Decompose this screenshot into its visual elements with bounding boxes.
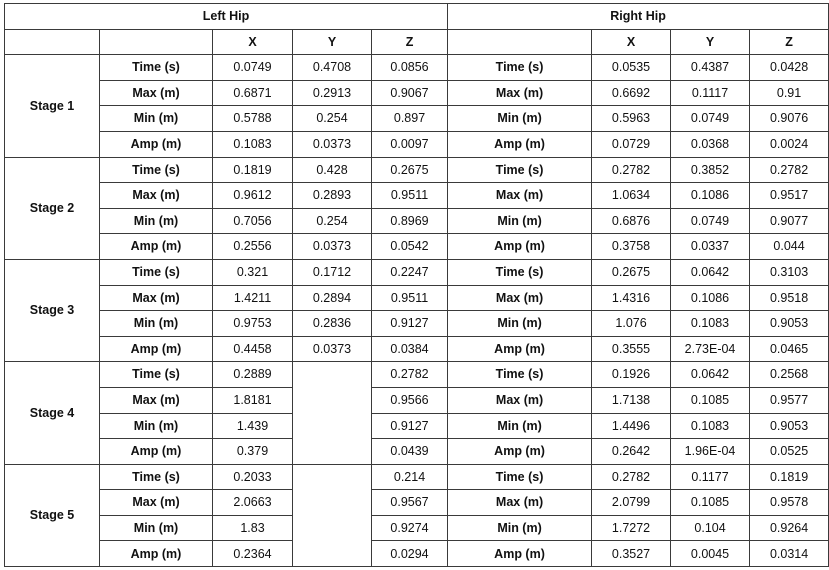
right-row-label: Min (m) <box>448 413 592 439</box>
right-value-cell: 0.3527 <box>592 541 671 567</box>
right-value-cell: 0.2568 <box>750 362 829 388</box>
right-value-cell: 0.9577 <box>750 387 829 413</box>
left-value-cell: 0.9067 <box>372 80 448 106</box>
right-value-cell: 1.4496 <box>592 413 671 439</box>
left-value-cell: 0.0294 <box>372 541 448 567</box>
left-value-cell: 0.2836 <box>293 311 372 337</box>
left-value-cell: 0.321 <box>213 259 293 285</box>
right-row-label: Amp (m) <box>448 234 592 260</box>
left-value-cell: 0.0439 <box>372 439 448 465</box>
left-row-label: Max (m) <box>100 387 213 413</box>
right-value-cell: 0.0314 <box>750 541 829 567</box>
stage-label: Stage 2 <box>5 157 100 259</box>
left-value-cell: 0.9753 <box>213 311 293 337</box>
right-value-cell: 1.96E-04 <box>671 439 750 465</box>
left-hip-header: Left Hip <box>5 4 448 30</box>
right-value-cell: 2.73E-04 <box>671 336 750 362</box>
right-x-header: X <box>592 29 671 55</box>
left-row-label: Max (m) <box>100 490 213 516</box>
left-value-cell: 0.9567 <box>372 490 448 516</box>
left-row-label: Min (m) <box>100 106 213 132</box>
left-value-cell: 1.83 <box>213 515 293 541</box>
right-value-cell: 0.1083 <box>671 413 750 439</box>
left-row-label: Time (s) <box>100 362 213 388</box>
right-row-label: Amp (m) <box>448 541 592 567</box>
left-empty-cell <box>293 362 372 464</box>
right-value-cell: 0.0337 <box>671 234 750 260</box>
left-value-cell: 0.0542 <box>372 234 448 260</box>
left-row-label: Max (m) <box>100 80 213 106</box>
right-value-cell: 0.3758 <box>592 234 671 260</box>
right-value-cell: 0.1083 <box>671 311 750 337</box>
right-value-cell: 0.0749 <box>671 106 750 132</box>
right-value-cell: 0.2782 <box>592 157 671 183</box>
left-row-label: Max (m) <box>100 285 213 311</box>
table-row <box>5 490 829 516</box>
left-value-cell: 0.0373 <box>293 131 372 157</box>
right-value-cell: 0.2782 <box>750 157 829 183</box>
left-y-header: Y <box>293 29 372 55</box>
right-value-cell: 0.2642 <box>592 439 671 465</box>
right-value-cell: 0.9517 <box>750 183 829 209</box>
right-value-cell: 0.3852 <box>671 157 750 183</box>
right-row-label: Max (m) <box>448 183 592 209</box>
table-row <box>5 208 829 234</box>
right-row-label: Min (m) <box>448 311 592 337</box>
table-row <box>5 515 829 541</box>
table-body <box>5 55 829 567</box>
right-value-cell: 0.4387 <box>671 55 750 81</box>
left-value-cell: 0.9274 <box>372 515 448 541</box>
table-row <box>5 336 829 362</box>
right-value-cell: 0.044 <box>750 234 829 260</box>
right-value-cell: 0.0428 <box>750 55 829 81</box>
table-row <box>5 464 829 490</box>
left-value-cell: 0.2247 <box>372 259 448 285</box>
left-value-cell: 0.0749 <box>213 55 293 81</box>
table-row <box>5 259 829 285</box>
left-value-cell: 0.2889 <box>213 362 293 388</box>
right-value-cell: 0.0729 <box>592 131 671 157</box>
left-row-label: Min (m) <box>100 515 213 541</box>
left-value-cell: 0.9127 <box>372 413 448 439</box>
left-value-cell: 1.439 <box>213 413 293 439</box>
right-row-label: Min (m) <box>448 106 592 132</box>
right-value-cell: 0.9053 <box>750 311 829 337</box>
right-value-cell: 1.7138 <box>592 387 671 413</box>
right-value-cell: 0.0024 <box>750 131 829 157</box>
left-value-cell: 0.0856 <box>372 55 448 81</box>
right-row-label: Max (m) <box>448 490 592 516</box>
right-value-cell: 0.1085 <box>671 387 750 413</box>
right-value-cell: 0.9076 <box>750 106 829 132</box>
left-row-label: Time (s) <box>100 259 213 285</box>
right-value-cell: 0.6876 <box>592 208 671 234</box>
left-value-cell: 0.2556 <box>213 234 293 260</box>
right-z-header: Z <box>750 29 829 55</box>
left-value-cell: 0.428 <box>293 157 372 183</box>
table-row <box>5 131 829 157</box>
right-value-cell: 0.0368 <box>671 131 750 157</box>
left-value-cell: 0.0373 <box>293 234 372 260</box>
left-value-cell: 0.6871 <box>213 80 293 106</box>
right-value-cell: 0.0642 <box>671 362 750 388</box>
left-value-cell: 0.1712 <box>293 259 372 285</box>
table-row <box>5 285 829 311</box>
right-row-label: Min (m) <box>448 515 592 541</box>
left-value-cell: 0.9511 <box>372 285 448 311</box>
left-z-header: Z <box>372 29 448 55</box>
axis-header-row <box>5 29 829 55</box>
right-value-cell: 1.4316 <box>592 285 671 311</box>
right-y-header: Y <box>671 29 750 55</box>
right-label-header-blank <box>448 29 592 55</box>
stage-label: Stage 5 <box>5 464 100 566</box>
table-row <box>5 183 829 209</box>
right-value-cell: 0.9578 <box>750 490 829 516</box>
left-value-cell: 0.254 <box>293 106 372 132</box>
left-value-cell: 1.4211 <box>213 285 293 311</box>
left-value-cell: 0.7056 <box>213 208 293 234</box>
right-value-cell: 1.7272 <box>592 515 671 541</box>
left-value-cell: 0.254 <box>293 208 372 234</box>
right-value-cell: 0.9518 <box>750 285 829 311</box>
left-value-cell: 2.0663 <box>213 490 293 516</box>
left-value-cell: 0.214 <box>372 464 448 490</box>
left-value-cell: 0.2893 <box>293 183 372 209</box>
right-value-cell: 0.1926 <box>592 362 671 388</box>
right-value-cell: 1.0634 <box>592 183 671 209</box>
right-value-cell: 0.0525 <box>750 439 829 465</box>
left-row-label: Min (m) <box>100 208 213 234</box>
right-value-cell: 0.1085 <box>671 490 750 516</box>
left-value-cell: 0.8969 <box>372 208 448 234</box>
left-row-label: Min (m) <box>100 413 213 439</box>
right-row-label: Amp (m) <box>448 439 592 465</box>
right-value-cell: 0.0535 <box>592 55 671 81</box>
right-value-cell: 0.9264 <box>750 515 829 541</box>
left-value-cell: 0.1819 <box>213 157 293 183</box>
left-row-label: Time (s) <box>100 464 213 490</box>
right-value-cell: 0.1177 <box>671 464 750 490</box>
hip-data-table <box>4 3 829 567</box>
table-row <box>5 234 829 260</box>
left-row-label: Time (s) <box>100 157 213 183</box>
corner-cell <box>5 29 100 55</box>
left-value-cell: 0.4458 <box>213 336 293 362</box>
left-row-label: Amp (m) <box>100 234 213 260</box>
left-value-cell: 0.5788 <box>213 106 293 132</box>
stage-label: Stage 1 <box>5 55 100 157</box>
table-row <box>5 387 829 413</box>
right-row-label: Time (s) <box>448 259 592 285</box>
right-value-cell: 0.2675 <box>592 259 671 285</box>
right-value-cell: 0.0045 <box>671 541 750 567</box>
right-value-cell: 0.5963 <box>592 106 671 132</box>
right-row-label: Min (m) <box>448 208 592 234</box>
left-value-cell: 0.2033 <box>213 464 293 490</box>
left-value-cell: 0.1083 <box>213 131 293 157</box>
left-empty-cell <box>293 464 372 566</box>
right-value-cell: 0.3103 <box>750 259 829 285</box>
stage-label: Stage 4 <box>5 362 100 464</box>
right-row-label: Time (s) <box>448 362 592 388</box>
table-row <box>5 311 829 337</box>
right-row-label: Time (s) <box>448 157 592 183</box>
right-row-label: Amp (m) <box>448 336 592 362</box>
left-value-cell: 0.9612 <box>213 183 293 209</box>
table-row <box>5 541 829 567</box>
left-value-cell: 0.9566 <box>372 387 448 413</box>
left-x-header: X <box>213 29 293 55</box>
table-row <box>5 106 829 132</box>
left-value-cell: 0.897 <box>372 106 448 132</box>
left-value-cell: 0.0097 <box>372 131 448 157</box>
table-row <box>5 80 829 106</box>
right-value-cell: 0.9077 <box>750 208 829 234</box>
left-value-cell: 0.2782 <box>372 362 448 388</box>
right-row-label: Time (s) <box>448 464 592 490</box>
left-row-label: Amp (m) <box>100 131 213 157</box>
left-value-cell: 1.8181 <box>213 387 293 413</box>
right-value-cell: 0.104 <box>671 515 750 541</box>
table-row <box>5 157 829 183</box>
right-value-cell: 0.0749 <box>671 208 750 234</box>
right-value-cell: 0.1819 <box>750 464 829 490</box>
right-value-cell: 0.91 <box>750 80 829 106</box>
right-value-cell: 0.0642 <box>671 259 750 285</box>
group-header-row <box>5 4 829 30</box>
left-value-cell: 0.9127 <box>372 311 448 337</box>
right-value-cell: 1.076 <box>592 311 671 337</box>
right-value-cell: 0.1086 <box>671 183 750 209</box>
left-value-cell: 0.2675 <box>372 157 448 183</box>
left-value-cell: 0.2913 <box>293 80 372 106</box>
table-row <box>5 362 829 388</box>
right-value-cell: 0.2782 <box>592 464 671 490</box>
right-row-label: Max (m) <box>448 80 592 106</box>
left-value-cell: 0.2894 <box>293 285 372 311</box>
left-value-cell: 0.2364 <box>213 541 293 567</box>
right-value-cell: 0.6692 <box>592 80 671 106</box>
left-row-label: Max (m) <box>100 183 213 209</box>
right-row-label: Amp (m) <box>448 131 592 157</box>
right-value-cell: 0.3555 <box>592 336 671 362</box>
corner-cell <box>100 29 213 55</box>
right-hip-header: Right Hip <box>448 4 829 30</box>
right-value-cell: 0.1117 <box>671 80 750 106</box>
left-value-cell: 0.0384 <box>372 336 448 362</box>
left-value-cell: 0.9511 <box>372 183 448 209</box>
right-value-cell: 2.0799 <box>592 490 671 516</box>
right-row-label: Time (s) <box>448 55 592 81</box>
right-value-cell: 0.9053 <box>750 413 829 439</box>
left-row-label: Amp (m) <box>100 439 213 465</box>
left-row-label: Time (s) <box>100 55 213 81</box>
right-value-cell: 0.1086 <box>671 285 750 311</box>
right-row-label: Max (m) <box>448 285 592 311</box>
table-row <box>5 413 829 439</box>
left-row-label: Min (m) <box>100 311 213 337</box>
left-value-cell: 0.0373 <box>293 336 372 362</box>
stage-label: Stage 3 <box>5 259 100 361</box>
table-row <box>5 55 829 81</box>
left-value-cell: 0.4708 <box>293 55 372 81</box>
table-row <box>5 439 829 465</box>
left-row-label: Amp (m) <box>100 336 213 362</box>
left-value-cell: 0.379 <box>213 439 293 465</box>
right-value-cell: 0.0465 <box>750 336 829 362</box>
right-row-label: Max (m) <box>448 387 592 413</box>
left-row-label: Amp (m) <box>100 541 213 567</box>
